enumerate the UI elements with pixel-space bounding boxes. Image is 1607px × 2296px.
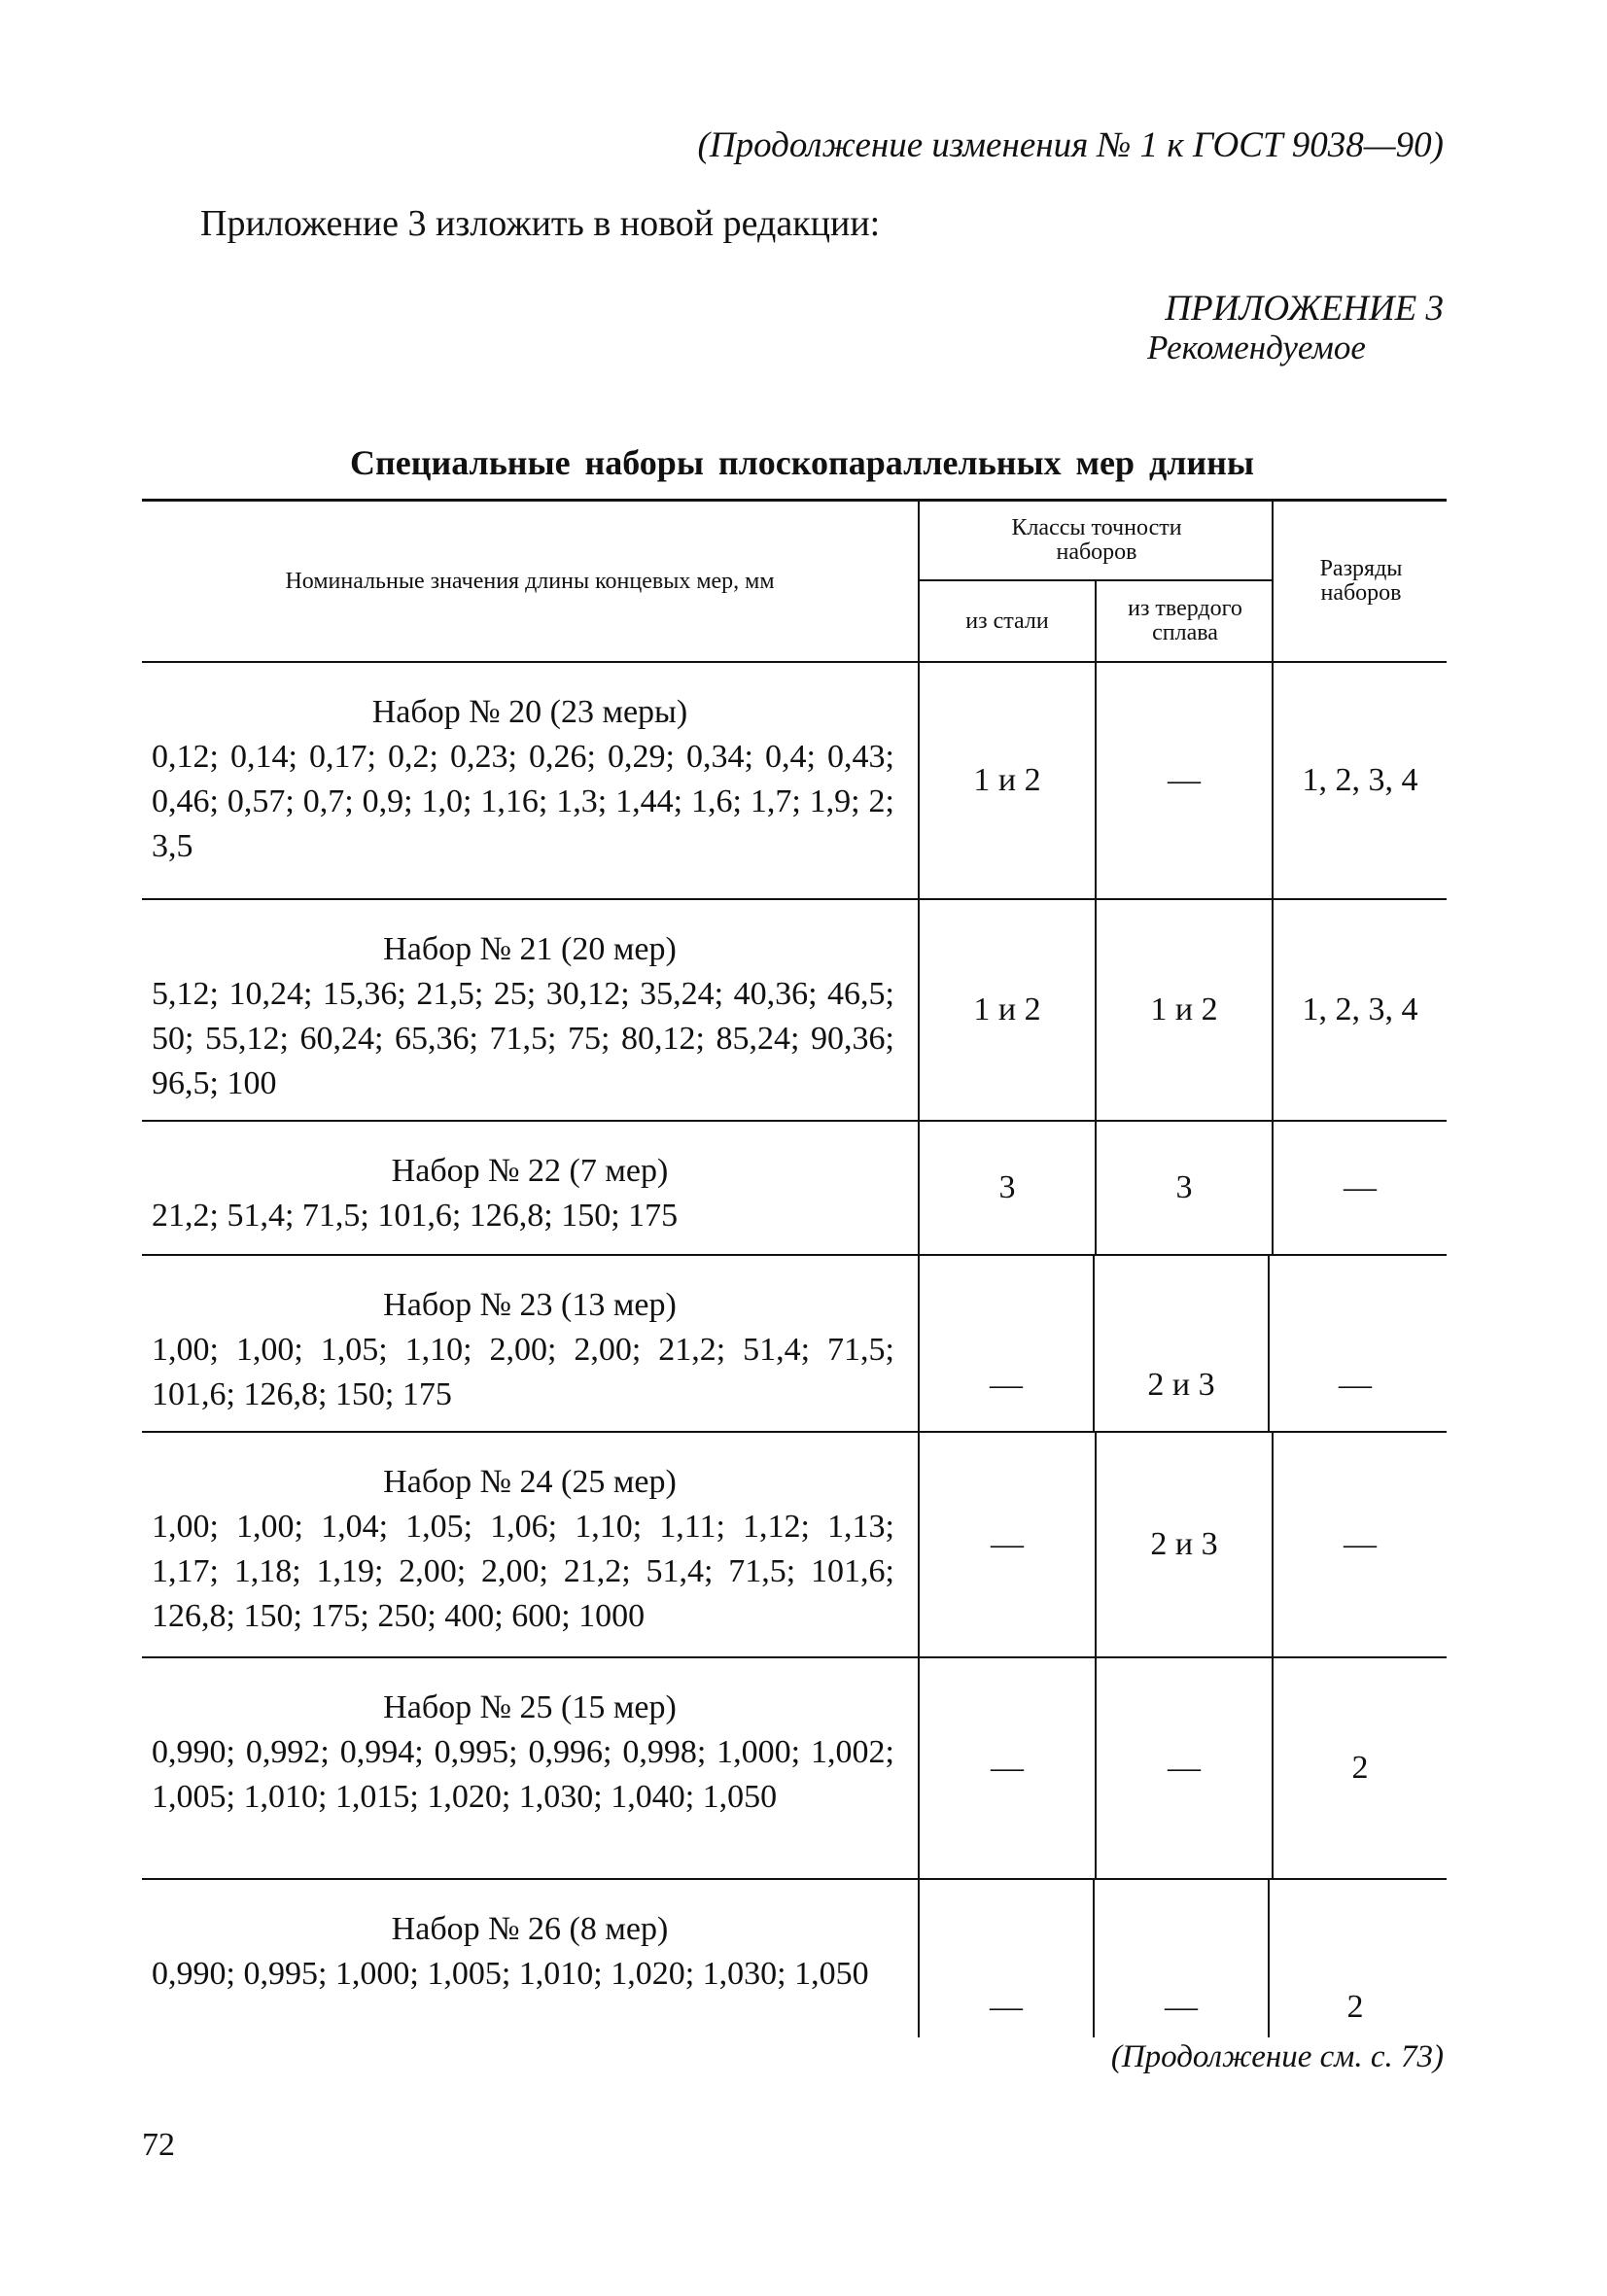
appendix-subtitle: Рекомендуемое	[1147, 329, 1366, 366]
set-values: 5,12; 10,24; 15,36; 21,5; 25; 30,12; 35,24; 40,36; 46,5; 50; 55,12; 60,24; 65,36; 71,5; 75; 80,12; 85,24; 90,36; 96,5; 100	[152, 976, 894, 1101]
cell-hard-alloy: —	[1095, 1658, 1272, 1878]
set-title: Набор № 20 (23 меры)	[371, 694, 688, 730]
header-classes-line2: наборов	[1056, 539, 1137, 565]
header-ranks-line1: Разряды	[1319, 555, 1403, 581]
set-values: 0,12; 0,14; 0,17; 0,2; 0,23; 0,26; 0,29; 0,34; 0,4; 0,43; 0,46; 0,57; 0,7; 0,9; 1,0; 1,16; 1,3; 1,44; 1,6; 1,7; 1,9; 2; 3,5	[152, 739, 894, 864]
page-number: 72	[142, 2127, 175, 2163]
cell-ranks: 1, 2, 3, 4	[1272, 663, 1447, 898]
row-nominal	[142, 1122, 918, 1254]
sets-table	[142, 499, 1447, 2037]
cell-ranks: 2	[1268, 1880, 1441, 2037]
cell-steel: —	[918, 1433, 1095, 1656]
row-nominal	[142, 663, 918, 898]
cell-steel: —	[918, 1880, 1093, 2037]
set-title: Набор № 21 (20 мер)	[383, 931, 677, 967]
table-title: Специальные наборы плоскопараллельных мер длины	[350, 443, 1254, 482]
intro-text: Приложение 3 изложить в новой редакции:	[200, 203, 881, 244]
header-classes-line1: Классы точности	[1011, 514, 1182, 540]
cell-hard-alloy: 3	[1095, 1122, 1272, 1254]
header-steel: из стали	[918, 581, 1095, 661]
row-nominal	[142, 900, 918, 1120]
set-title: Набор № 22 (7 мер)	[391, 1153, 669, 1189]
table-row	[142, 1256, 1447, 1433]
header-classes	[918, 502, 1274, 581]
cell-ranks: —	[1268, 1256, 1441, 1431]
row-nominal	[142, 1433, 918, 1656]
set-title: Набор № 23 (13 мер)	[383, 1287, 677, 1323]
table-row	[142, 1658, 1447, 1880]
header-nominal: Номинальные значения длины концевых мер, мм	[285, 568, 775, 594]
header-ranks	[1272, 502, 1449, 661]
cell-hard-alloy: —	[1093, 1880, 1268, 2037]
table-row	[142, 663, 1447, 900]
table-row	[142, 900, 1447, 1122]
cell-ranks: 2	[1272, 1658, 1447, 1878]
cell-hard-alloy: —	[1095, 663, 1272, 898]
header-hard-line1: из твердого	[1128, 595, 1242, 621]
header-hard-line2: сплава	[1152, 620, 1218, 645]
table-row	[142, 1880, 1447, 2037]
set-title: Набор № 26 (8 мер)	[391, 1911, 669, 1947]
header-ranks-line2: наборов	[1320, 580, 1402, 606]
set-values: 21,2; 51,4; 71,5; 101,6; 126,8; 150; 175	[152, 1198, 679, 1234]
cell-steel: —	[918, 1256, 1093, 1431]
cell-ranks: 1, 2, 3, 4	[1272, 900, 1447, 1120]
cell-hard-alloy: 1 и 2	[1095, 900, 1272, 1120]
set-title: Набор № 25 (15 мер)	[383, 1689, 677, 1725]
cell-steel: 3	[918, 1122, 1095, 1254]
cell-ranks: —	[1272, 1122, 1447, 1254]
header-hard-alloy	[1095, 581, 1274, 661]
cell-ranks: —	[1272, 1433, 1447, 1656]
table-header	[142, 499, 1447, 663]
set-title: Набор № 24 (25 мер)	[383, 1464, 677, 1500]
row-nominal	[142, 1256, 918, 1431]
row-nominal	[142, 1880, 918, 2037]
set-values: 1,00; 1,00; 1,05; 1,10; 2,00; 2,00; 21,2; 51,4; 71,5; 101,6; 126,8; 150; 175	[152, 1332, 894, 1412]
cell-hard-alloy: 2 и 3	[1093, 1256, 1268, 1431]
table-row	[142, 1122, 1447, 1256]
appendix-title: ПРИЛОЖЕНИЕ 3	[1165, 289, 1444, 329]
footer-continuation: (Продолжение см. с. 73)	[1110, 2039, 1444, 2074]
set-values: 1,00; 1,00; 1,04; 1,05; 1,06; 1,10; 1,11; 1,12; 1,13; 1,17; 1,18; 1,19; 2,00; 2,00; 21,2; 51,4; 71,5; 101,6; 126,8; 150; 175; 250; 400; 600; 1000	[152, 1509, 894, 1634]
set-values: 0,990; 0,992; 0,994; 0,995; 0,996; 0,998; 1,000; 1,002; 1,005; 1,010; 1,015; 1,020; 1,030; 1,040; 1,050	[152, 1734, 894, 1815]
cell-steel: 1 и 2	[918, 663, 1095, 898]
header-continuation: (Продолжение изменения № 1 к ГОСТ 9038—90)	[697, 125, 1444, 165]
cell-steel: 1 и 2	[918, 900, 1095, 1120]
row-nominal	[142, 1658, 918, 1878]
cell-steel: —	[918, 1658, 1095, 1878]
set-values: 0,990; 0,995; 1,000; 1,005; 1,010; 1,020; 1,030; 1,050	[152, 1956, 869, 1992]
table-row	[142, 1433, 1447, 1658]
cell-hard-alloy: 2 и 3	[1095, 1433, 1272, 1656]
